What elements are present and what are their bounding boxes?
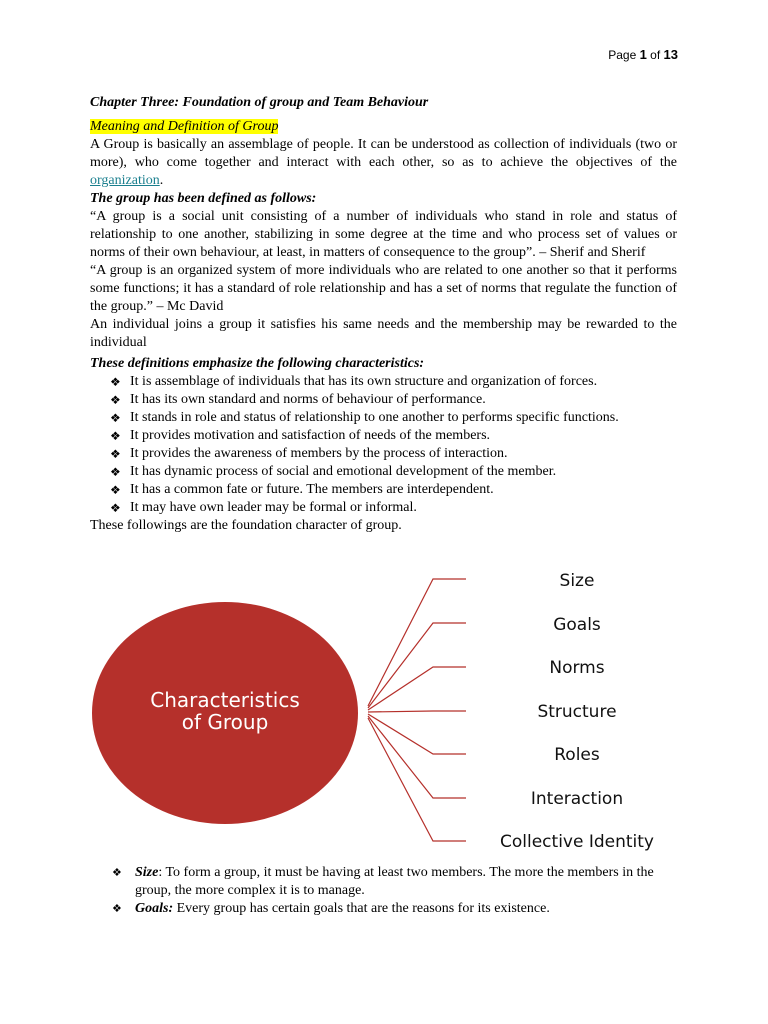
diamond-bullet-icon: ❖: [110, 411, 121, 425]
detail-text: Every group has certain goals that are the reasons for its existence.: [173, 901, 550, 916]
diamond-bullet-icon: ❖: [110, 429, 121, 443]
diamond-bullet-icon: ❖: [112, 903, 122, 915]
center-label-line2: of Group: [181, 710, 269, 734]
connector-line: [368, 579, 466, 706]
list-item: [110, 481, 677, 499]
page-label: Page: [608, 48, 637, 62]
page-number: [608, 47, 678, 62]
list-item: [110, 373, 677, 391]
diamond-bullet-icon: ❖: [110, 483, 121, 497]
definition-sherif: “A group is a social unit consisting of a number of individuals who stand in role and status of relationship to one another, stabilizing in some degree at the time and who process set of values or norms of their own behaviour, at least, in matters of consequence to the group”. – Sherif and Sherif: [90, 209, 677, 260]
list-item-text: It has a common fate or future. The members are interdependent.: [130, 482, 494, 497]
connector-line: [368, 718, 466, 841]
connector-line: [368, 716, 466, 798]
connector-line: [368, 623, 466, 708]
individual-paragraph: An individual joins a group it satisfies his same needs and the membership may be rewarded to the individual: [90, 317, 677, 350]
list-item: [110, 499, 677, 517]
list-item: [110, 427, 677, 445]
detail-term: Goals:: [135, 901, 174, 916]
characteristics-heading: These definitions emphasize the following characteristics:: [90, 356, 425, 371]
characteristics-diagram: [90, 565, 690, 855]
details-section: [110, 864, 677, 918]
list-item: [110, 445, 677, 463]
organization-link[interactable]: organization: [90, 173, 160, 188]
defined-heading: The group has been defined as follows:: [90, 191, 317, 206]
page-current: 1: [639, 47, 647, 62]
definition-mcdavid: “A group is an organized system of more individuals who are related to one another so that it performs some functions; it has a standard of role relationship and has a set of norms that regulate the function of the group.” – Mc David: [90, 263, 677, 314]
diamond-bullet-icon: ❖: [110, 393, 121, 407]
characteristics-list: [90, 373, 677, 517]
diamond-bullet-icon: ❖: [110, 465, 121, 479]
foundation-line: These followings are the foundation character of group.: [90, 518, 402, 533]
section-heading-wrap: [90, 118, 677, 136]
branch-label-goals: Goals: [553, 615, 601, 635]
branch-label-structure: Structure: [537, 702, 617, 722]
detail-text: To form a group, it must be having at least two members. The more the members in the group, the more complex it is to manage.: [135, 865, 654, 898]
diamond-bullet-icon: ❖: [110, 375, 121, 389]
detail-sep: :: [158, 865, 163, 880]
list-item: [110, 900, 677, 918]
connector-line: [368, 711, 466, 712]
intro-text: A Group is basically an assemblage of people. It can be understood as collection of individuals (two or more), who come together and interact with each other, so as to achieve the objectives of the: [90, 137, 677, 170]
list-item-text: It may have own leader may be formal or informal.: [130, 500, 417, 515]
intro-paragraph: [90, 136, 677, 190]
branch-label-norms: Norms: [549, 658, 605, 678]
section-heading: Meaning and Definition of Group: [90, 119, 279, 134]
list-item-text: It provides the awareness of members by the process of interaction.: [130, 446, 508, 461]
list-item-text: It provides motivation and satisfaction of needs of the members.: [130, 428, 491, 443]
page-of: of: [650, 48, 661, 62]
connector-lines: [368, 579, 466, 841]
branch-label-size: Size: [559, 571, 595, 591]
diamond-bullet-icon: ❖: [110, 447, 121, 461]
list-item: [110, 463, 677, 481]
list-item-text: It is assemblage of individuals that has its own structure and organization of forces.: [130, 374, 598, 389]
branch-label-interaction: Interaction: [530, 789, 624, 809]
list-item-text: It stands in role and status of relationship to one another to performs specific functions.: [130, 410, 619, 425]
document-body: [90, 94, 677, 535]
list-item: [110, 409, 677, 427]
chapter-title: Chapter Three: Foundation of group and Team Behaviour: [90, 95, 429, 110]
center-label-line1: Characteristics: [150, 688, 300, 712]
branch-label-roles: Roles: [554, 745, 600, 765]
detail-term: Size: [135, 865, 159, 880]
intro-end: .: [159, 173, 164, 188]
list-item: [110, 864, 677, 900]
list-item-text: It has dynamic process of social and emotional development of the member.: [130, 464, 557, 479]
diamond-bullet-icon: ❖: [112, 867, 122, 879]
diamond-bullet-icon: ❖: [110, 501, 121, 515]
details-list: [110, 864, 677, 918]
branch-label-collective-identity: Collective Identity: [500, 832, 654, 852]
page-total: 13: [663, 47, 678, 62]
list-item: [110, 391, 677, 409]
list-item-text: It has its own standard and norms of behaviour of performance.: [130, 392, 486, 407]
